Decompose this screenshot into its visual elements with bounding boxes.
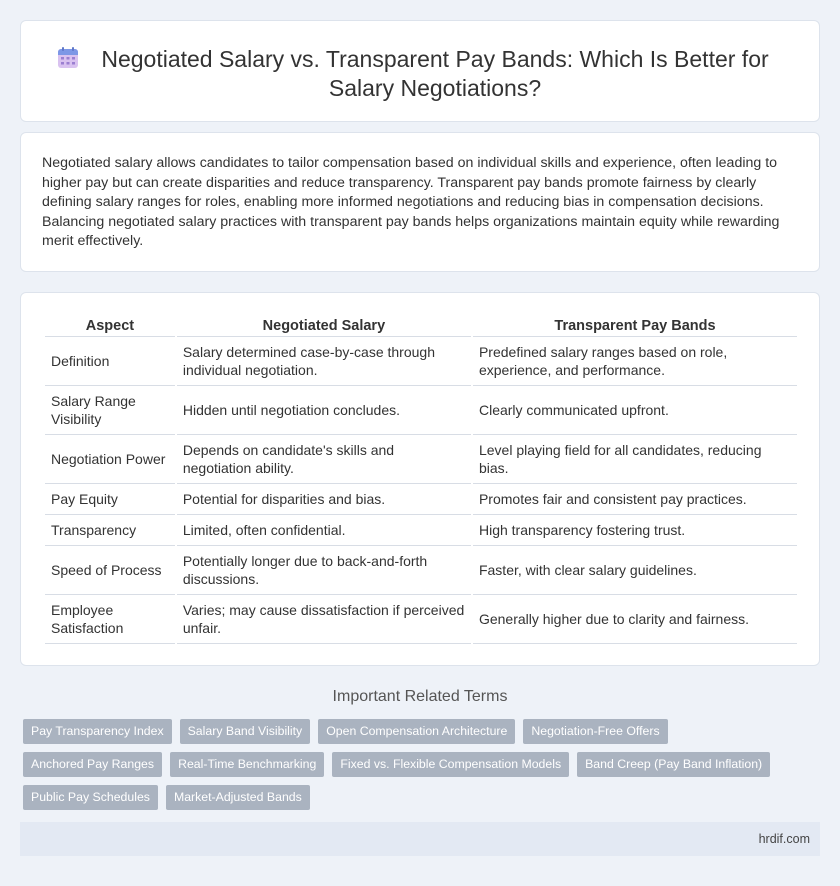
- table-row: [45, 386, 797, 435]
- related-terms-list: [23, 719, 813, 810]
- row-transparent: High transparency fostering trust.: [473, 515, 797, 546]
- row-aspect: Definition: [45, 337, 175, 386]
- related-term-tag[interactable]: Public Pay Schedules: [23, 785, 158, 810]
- intro-card: [20, 132, 820, 272]
- row-aspect: Salary Range Visibility: [45, 386, 175, 435]
- related-term-tag[interactable]: Salary Band Visibility: [180, 719, 311, 744]
- comparison-table: [43, 315, 799, 644]
- row-transparent: Clearly communicated upfront.: [473, 386, 797, 435]
- header-aspect: Aspect: [45, 315, 175, 337]
- row-transparent: Promotes fair and consistent pay practices.: [473, 484, 797, 515]
- title-card: [20, 20, 820, 122]
- row-negotiated: Potentially longer due to back-and-forth discussions.: [177, 546, 471, 595]
- row-aspect: Negotiation Power: [45, 435, 175, 484]
- related-term-tag[interactable]: Band Creep (Pay Band Inflation): [577, 752, 770, 777]
- related-term-tag[interactable]: Negotiation-Free Offers: [523, 719, 667, 744]
- footer-bar: [20, 822, 820, 856]
- related-term-tag[interactable]: Pay Transparency Index: [23, 719, 172, 744]
- header-transparent-pay-bands: Transparent Pay Bands: [473, 315, 797, 337]
- related-term-tag[interactable]: Open Compensation Architecture: [318, 719, 515, 744]
- page-title: Negotiated Salary vs. Transparent Pay Bands: Which Is Better for Salary Negotiations?: [101, 46, 769, 101]
- row-transparent: Generally higher due to clarity and fairness.: [473, 595, 797, 644]
- table-row: [45, 595, 797, 644]
- table-row: [45, 484, 797, 515]
- comparison-card: [20, 292, 820, 666]
- footer-site-link[interactable]: hrdif.com: [758, 832, 810, 846]
- row-transparent: Faster, with clear salary guidelines.: [473, 546, 797, 595]
- row-negotiated: Varies; may cause dissatisfaction if perceived unfair.: [177, 595, 471, 644]
- related-terms-heading: Important Related Terms: [332, 688, 508, 705]
- row-negotiated: Salary determined case-by-case through individual negotiation.: [177, 337, 471, 386]
- row-aspect: Speed of Process: [45, 546, 175, 595]
- intro-paragraph: Negotiated salary allows candidates to tailor compensation based on individual skills and experience, often leading to higher pay but can create disparities and reduce transparency. Transparent pay bands promote fairness by clearly defining salary ranges for roles, enabling more informed negotiations and reducing bias in compensation decisions. Balancing negotiated salary practices with transparent pay bands helps organizations maintain equity while rewarding merit effectively.: [42, 155, 780, 250]
- table-row: [45, 337, 797, 386]
- table-header-row: [45, 315, 797, 337]
- row-transparent: Predefined salary ranges based on role, experience, and performance.: [473, 337, 797, 386]
- table-row: [45, 435, 797, 484]
- row-negotiated: Potential for disparities and bias.: [177, 484, 471, 515]
- related-term-tag[interactable]: Real-Time Benchmarking: [170, 752, 324, 777]
- table-row: [45, 546, 797, 595]
- row-aspect: Transparency: [45, 515, 175, 546]
- row-transparent: Level playing field for all candidates, reducing bias.: [473, 435, 797, 484]
- related-term-tag[interactable]: Fixed vs. Flexible Compensation Models: [332, 752, 569, 777]
- row-aspect: Employee Satisfaction: [45, 595, 175, 644]
- row-negotiated: Hidden until negotiation concludes.: [177, 386, 471, 435]
- row-negotiated: Depends on candidate's skills and negotiation ability.: [177, 435, 471, 484]
- row-negotiated: Limited, often confidential.: [177, 515, 471, 546]
- header-negotiated-salary: Negotiated Salary: [177, 315, 471, 337]
- related-term-tag[interactable]: Market-Adjusted Bands: [166, 785, 310, 810]
- table-row: [45, 515, 797, 546]
- row-aspect: Pay Equity: [45, 484, 175, 515]
- related-term-tag[interactable]: Anchored Pay Ranges: [23, 752, 162, 777]
